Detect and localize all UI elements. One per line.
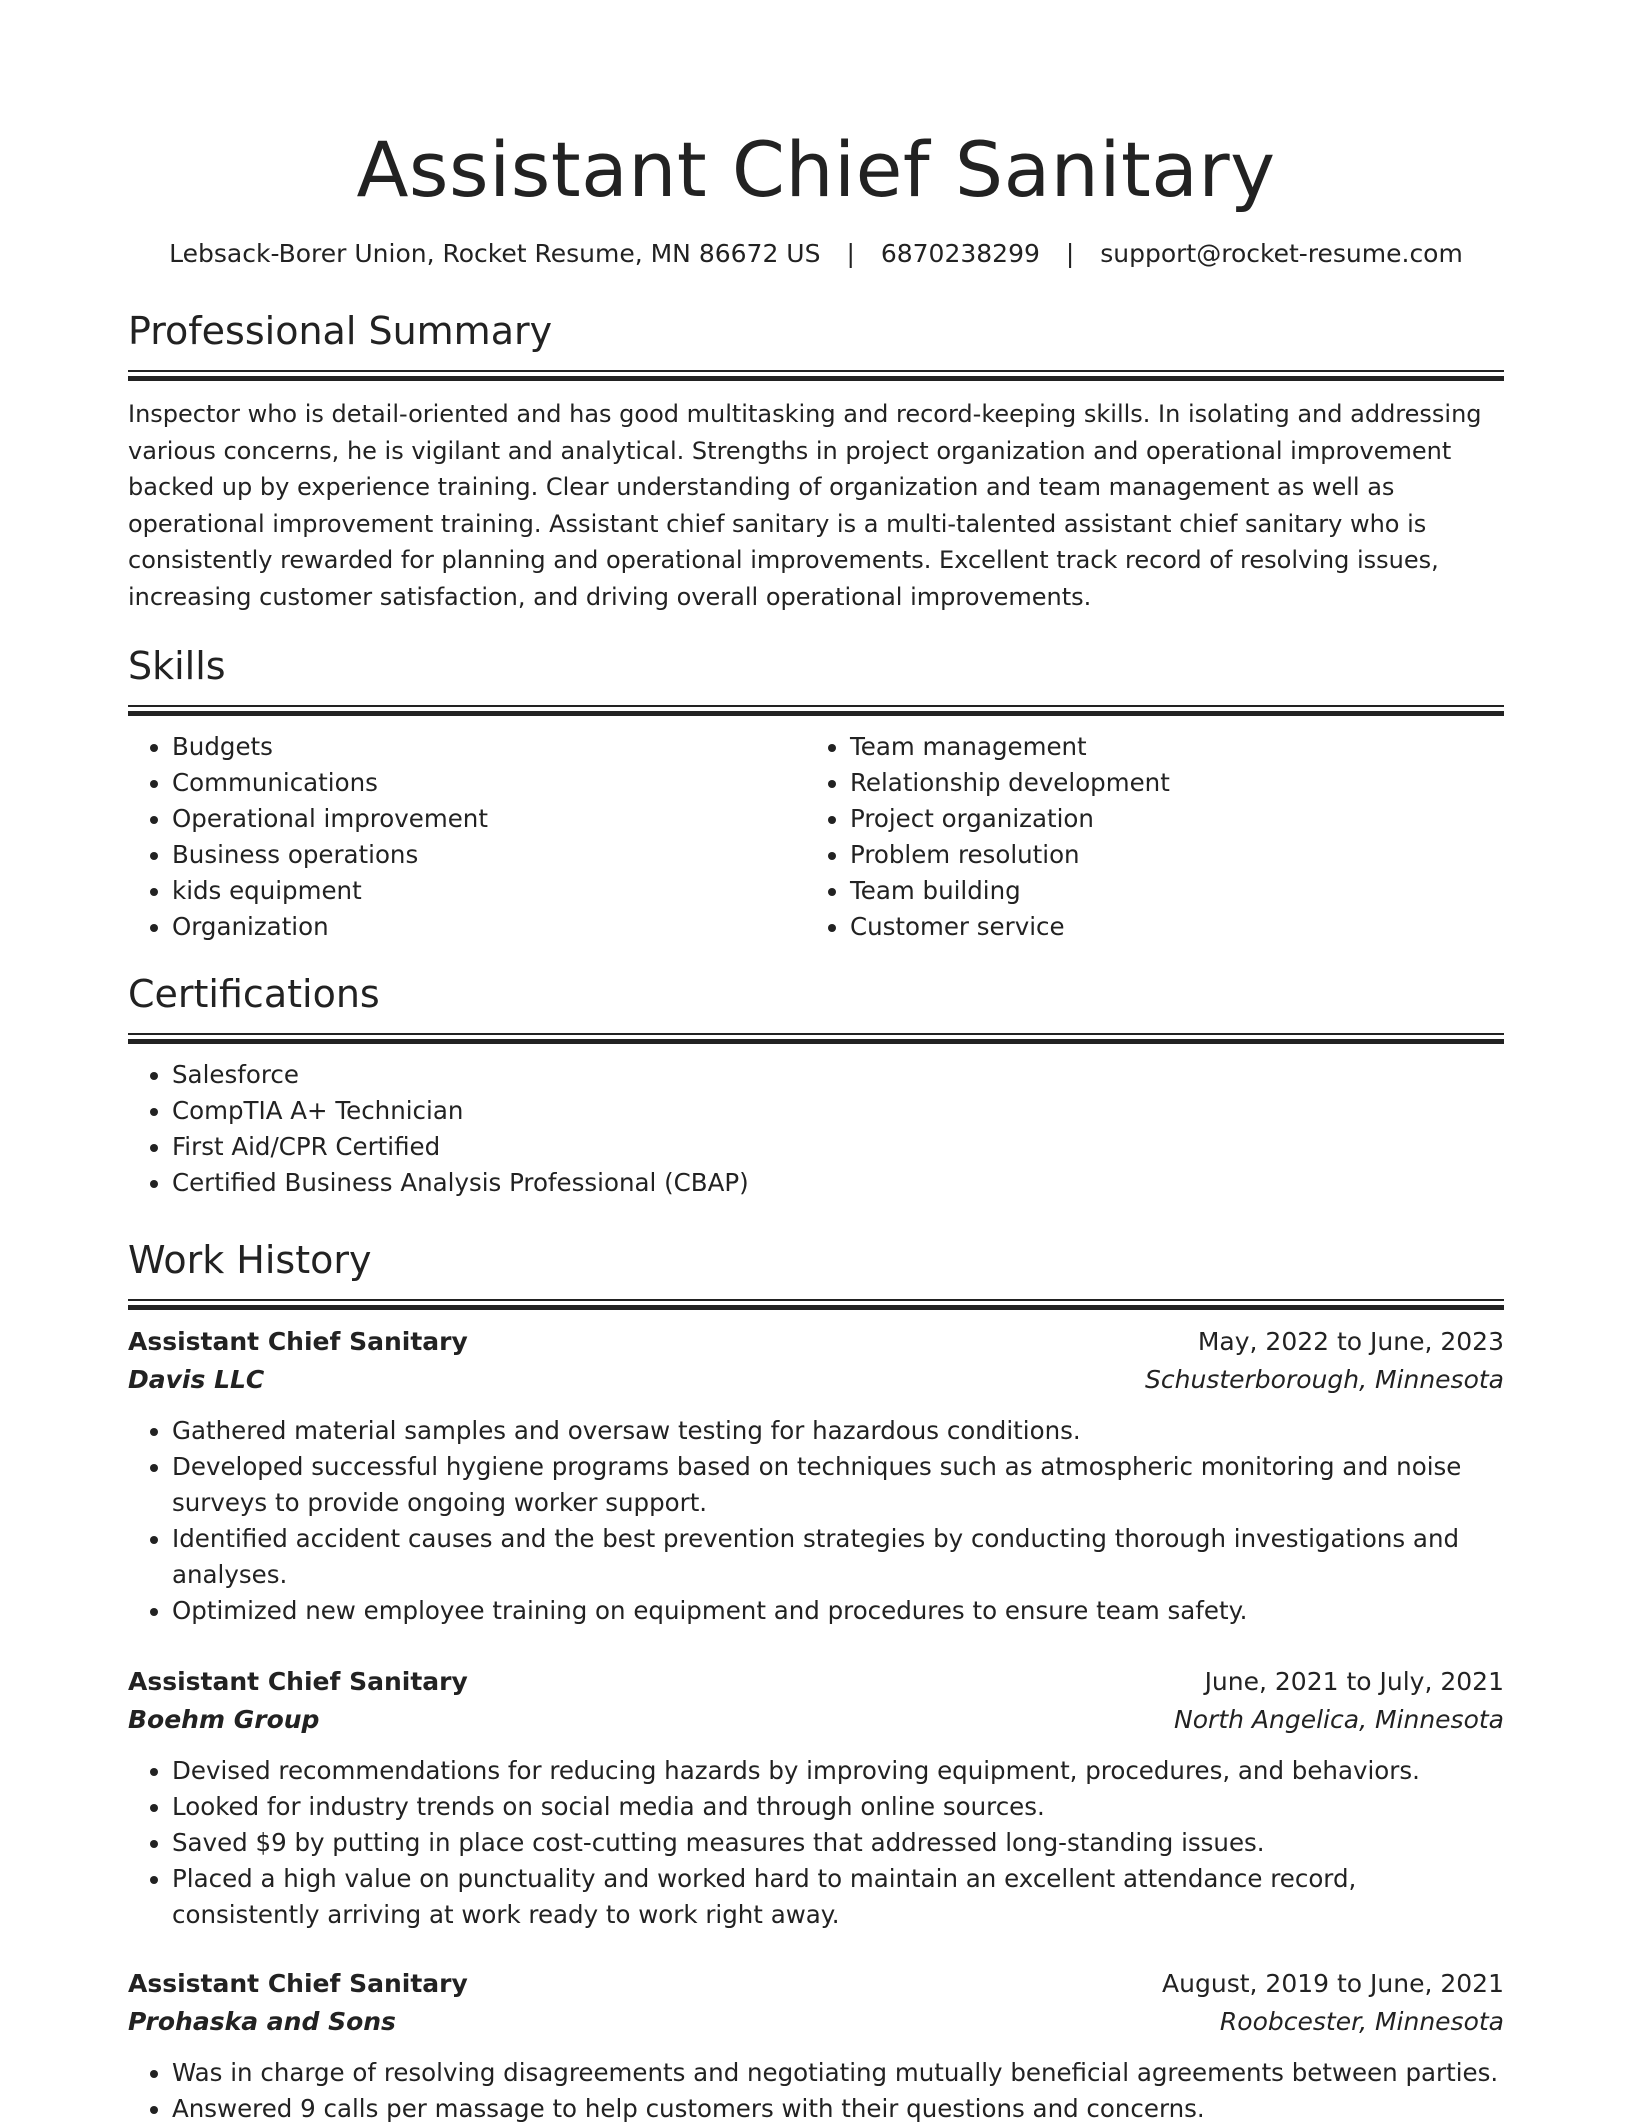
job-subheader (128, 2003, 1504, 2041)
certification-item: • Salesforce (172, 1057, 1504, 1093)
job-bullet: • Optimized new employee training on equipment and procedures to ensure team safety. (172, 1593, 1504, 1629)
skill-item: • Business operations (172, 837, 806, 873)
skills-list-left (128, 729, 806, 945)
job-location: North Angelica, Minnesota (1174, 1705, 1504, 1734)
job-bullet: • Looked for industry trends on social media and through online sources. (172, 1789, 1504, 1825)
job-bullet: • Answered 9 calls per massage to help customers with their questions and concerns. (172, 2091, 1504, 2127)
contact-line (128, 236, 1504, 272)
job-bullets (128, 1753, 1504, 1933)
job-company: Davis LLC (128, 1365, 265, 1394)
skills-list-right (806, 729, 1484, 945)
job-company: Prohaska and Sons (128, 2007, 396, 2036)
certification-item: • CompTIA A+ Technician (172, 1093, 1504, 1129)
skills-grid (128, 729, 1504, 945)
skill-item: • Budgets (172, 729, 806, 765)
job-bullet: • Identified accident causes and the best prevention strategies by conducting thorough investigations and analyses. (172, 1521, 1504, 1593)
section-title-summary: Professional Summary (128, 309, 553, 353)
section-title-certifications: Certifications (128, 972, 380, 1016)
section-divider (128, 1299, 1504, 1309)
contact-email: support@rocket-resume.com (1100, 239, 1463, 268)
resume-name: Assistant Chief Sanitary (356, 125, 1276, 214)
skill-item: • Team building (850, 873, 1484, 909)
resume-page (128, 0, 1504, 2127)
certifications-section (128, 969, 1504, 1201)
skill-item: • Team management (850, 729, 1484, 765)
job-company: Boehm Group (128, 1705, 320, 1734)
skill-item: • Project organization (850, 801, 1484, 837)
certifications-list (128, 1057, 1504, 1201)
skill-item: • kids equipment (172, 873, 806, 909)
job-dates: June, 2021 to July, 2021 (1204, 1667, 1504, 1696)
job-entry (128, 1663, 1504, 1933)
skill-item: • Communications (172, 765, 806, 801)
skill-item: • Problem resolution (850, 837, 1484, 873)
certification-item: • Certified Business Analysis Professional (CBAP) (172, 1165, 1504, 1201)
work-history-section (128, 1235, 1504, 2127)
job-title: Assistant Chief Sanitary (128, 1667, 468, 1696)
skill-item: • Operational improvement (172, 801, 806, 837)
job-bullet: • Placed a high value on punctuality and worked hard to maintain an excellent attendance record, consistently arriving at work ready to work right away. (172, 1861, 1504, 1933)
skill-item: • Customer service (850, 909, 1484, 945)
section-divider (128, 1033, 1504, 1043)
skills-section (128, 641, 1504, 945)
job-location: Schusterborough, Minnesota (1144, 1365, 1504, 1394)
job-subheader (128, 1361, 1504, 1399)
job-dates: August, 2019 to June, 2021 (1162, 1969, 1504, 1998)
job-dates: May, 2022 to June, 2023 (1197, 1327, 1504, 1356)
job-title: Assistant Chief Sanitary (128, 1969, 468, 1998)
contact-separator: | (1065, 239, 1075, 268)
job-header (128, 1965, 1504, 2003)
section-divider (128, 370, 1504, 380)
contact-separator: | (846, 239, 855, 268)
contact-address: Lebsack-Borer Union, Rocket Resume, MN 86672 US (169, 239, 821, 268)
job-entry (128, 1965, 1504, 2127)
job-header (128, 1663, 1504, 1701)
job-subheader (128, 1701, 1504, 1739)
summary-text: Inspector who is detail-oriented and has good multitasking and record-keeping skills. In isolating and addressing various concerns, he is vigilant and analytical. Strengths in project organization and operational improvement backed up by experience training. Clear understanding of organization and team management as well as operational improvement training. Assistant chief sanitary is a multi-talented assistant chief sanitary who is consistently rewarded for planning and operational improvements. Excellent track record of resolving issues, increasing customer satisfaction, and driving overall operational improvements. (128, 400, 1482, 611)
skill-item: • Relationship development (850, 765, 1484, 801)
summary-section (128, 306, 1504, 615)
skill-item: • Organization (172, 909, 806, 945)
job-bullet: • Devised recommendations for reducing hazards by improving equipment, procedures, and behaviors. (172, 1753, 1504, 1789)
job-entry (128, 1323, 1504, 1629)
job-title: Assistant Chief Sanitary (128, 1327, 468, 1356)
contact-phone: 6870238299 (880, 239, 1040, 268)
job-location: Roobcester, Minnesota (1219, 2007, 1504, 2036)
job-bullets (128, 1413, 1504, 1629)
section-title-work-history: Work History (128, 1238, 372, 1282)
job-bullet: • Saved $9 by putting in place cost-cutting measures that addressed long-standing issues. (172, 1825, 1504, 1861)
job-bullet: • Was in charge of resolving disagreements and negotiating mutually beneficial agreements between parties. (172, 2055, 1504, 2091)
job-bullets (128, 2055, 1504, 2127)
job-bullet: • Developed successful hygiene programs based on techniques such as atmospheric monitoring and noise surveys to provide ongoing worker support. (172, 1449, 1504, 1521)
job-bullet: • Gathered material samples and oversaw testing for hazardous conditions. (172, 1413, 1504, 1449)
certification-item: • First Aid/CPR Certified (172, 1129, 1504, 1165)
section-title-skills: Skills (128, 644, 226, 688)
section-divider (128, 705, 1504, 715)
job-header (128, 1323, 1504, 1361)
